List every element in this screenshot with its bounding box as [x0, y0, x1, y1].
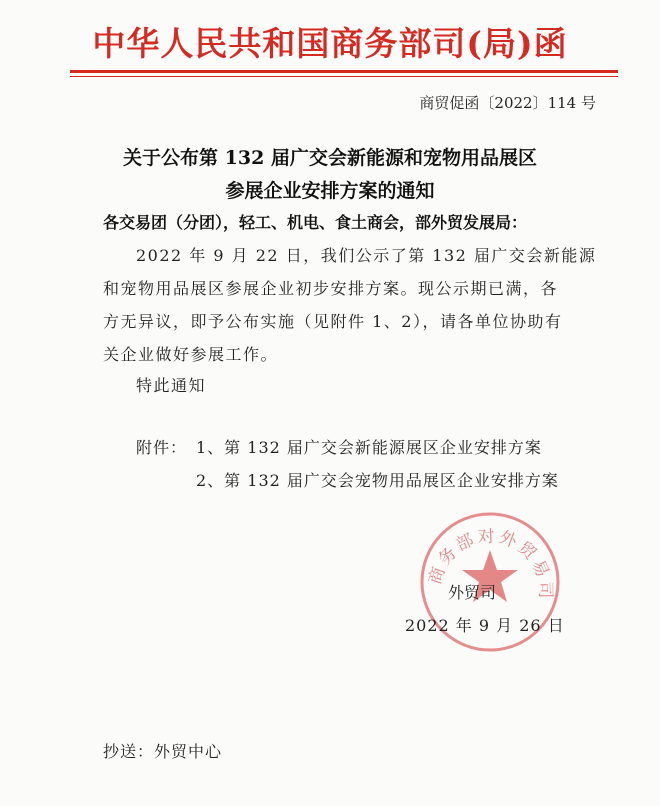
letterhead-title: 中华人民共和国商务部司(局)函: [92, 24, 568, 63]
notice-title-line-1: 关于公布第 132 届广交会新能源和宠物用品展区: [123, 147, 537, 169]
body-paragraph-line: 2022 年 9 月 22 日，我们公示了第 132 届广交会新能源: [136, 246, 597, 265]
letterhead-rule-thin: [70, 76, 618, 77]
seal-text: 商务部对外贸易司: [425, 526, 556, 602]
signing-organization: 外贸司: [448, 583, 497, 602]
addressee: 各交易团（分团），轻工、机电、食土商会，部外贸发展局：: [103, 213, 528, 232]
body-paragraph-line: 方无异议，即予公布实施（见附件 1、2），请各单位协助有: [103, 312, 563, 331]
letterhead-rule-thick: [70, 70, 618, 73]
attachments-label: 附件：: [136, 438, 188, 457]
attachment-item: 2、第 132 届广交会宠物用品展区企业安排方案: [196, 471, 559, 490]
document-number: 商贸促函〔2022〕114 号: [419, 94, 596, 112]
closing-phrase: 特此通知: [136, 376, 207, 395]
body-paragraph-line: 和宠物用品展区参展企业初步安排方案。现公示期已满，各: [103, 279, 559, 298]
attachment-item: 1、第 132 届广交会新能源展区企业安排方案: [196, 438, 542, 457]
notice-title-line-2: 参展企业安排方案的通知: [225, 180, 435, 202]
signing-date: 2022 年 9 月 26 日: [405, 616, 565, 635]
body-paragraph-line: 关企业做好参展工作。: [103, 345, 279, 364]
carbon-copy-line: 抄送：外贸中心: [103, 742, 223, 761]
